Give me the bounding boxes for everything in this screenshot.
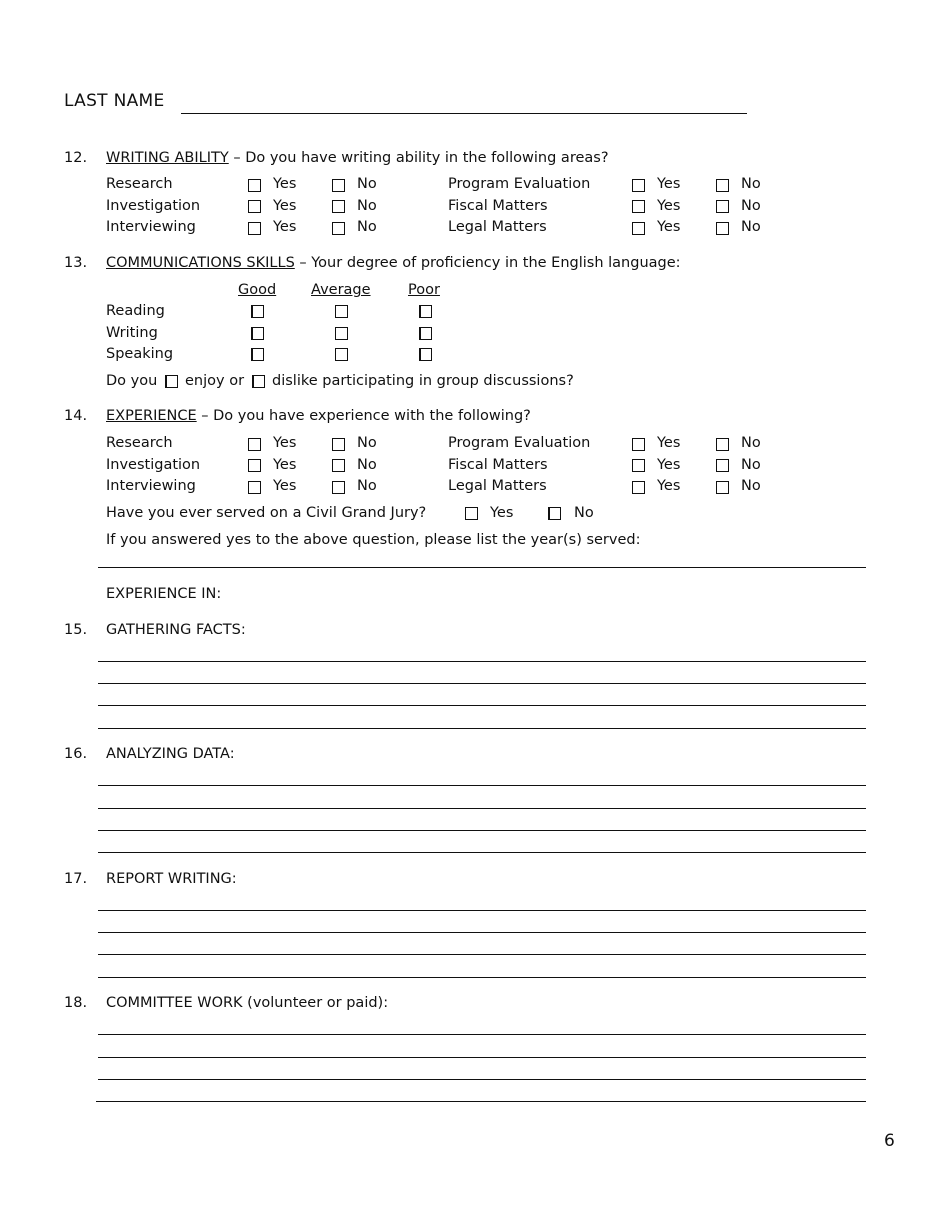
column-average: Average — [311, 282, 371, 298]
dislike-label: dislike participating in group discussions? — [272, 373, 574, 389]
q12-row-label: Investigation — [106, 198, 201, 214]
no-label: No — [357, 478, 377, 494]
answer-line[interactable] — [96, 1101, 866, 1102]
answer-line[interactable] — [98, 954, 866, 955]
q12-yes-checkbox[interactable] — [632, 179, 645, 192]
q13-heading — [106, 255, 681, 271]
answer-line[interactable] — [98, 785, 866, 786]
yes-label: Yes — [657, 198, 681, 214]
q14-no-checkbox[interactable] — [716, 459, 729, 472]
q15-number: 15. — [64, 622, 88, 638]
last-name-label: LAST NAME — [64, 91, 165, 111]
q14-row-label: Investigation — [106, 457, 201, 473]
no-label: No — [574, 505, 594, 521]
answer-line[interactable] — [98, 1079, 866, 1080]
q12-row-label: Legal Matters — [448, 219, 547, 235]
no-label: No — [357, 219, 377, 235]
q13-average-checkbox[interactable] — [335, 305, 348, 318]
q12-yes-checkbox[interactable] — [632, 222, 645, 235]
q14-row-label: Research — [106, 435, 173, 451]
q14-yes-checkbox[interactable] — [248, 459, 261, 472]
yes-label: Yes — [490, 505, 514, 521]
yes-label: Yes — [273, 198, 297, 214]
answer-line[interactable] — [98, 852, 866, 853]
q14-no-checkbox[interactable] — [332, 481, 345, 494]
q12-no-checkbox[interactable] — [332, 222, 345, 235]
last-name-input-line[interactable] — [181, 113, 747, 114]
q14-no-checkbox[interactable] — [332, 438, 345, 451]
q12-no-checkbox[interactable] — [716, 222, 729, 235]
grand-jury-question: Have you ever served on a Civil Grand Jury? — [106, 505, 427, 521]
q16-label: ANALYZING DATA: — [106, 746, 235, 762]
q14-yes-checkbox[interactable] — [248, 481, 261, 494]
q14-row-label: Legal Matters — [448, 478, 547, 494]
q12-heading — [106, 150, 609, 166]
q13-question: – Your degree of proficiency in the English language: — [294, 255, 681, 271]
yes-label: Yes — [657, 435, 681, 451]
q14-title: EXPERIENCE — [106, 408, 197, 424]
q13-good-checkbox[interactable] — [251, 348, 264, 361]
q13-average-checkbox[interactable] — [335, 327, 348, 340]
q12-row-label: Interviewing — [106, 219, 196, 235]
yes-label: Yes — [273, 435, 297, 451]
q12-row-label: Research — [106, 176, 173, 192]
answer-line[interactable] — [98, 830, 866, 831]
yes-label: Yes — [273, 457, 297, 473]
q17-label: REPORT WRITING: — [106, 871, 237, 887]
q12-row-label: Fiscal Matters — [448, 198, 548, 214]
no-label: No — [741, 478, 761, 494]
no-label: No — [741, 435, 761, 451]
q13-row-label: Reading — [106, 303, 165, 319]
q13-number: 13. — [64, 255, 88, 271]
yes-label: Yes — [657, 176, 681, 192]
q14-question: – Do you have experience with the following? — [196, 408, 531, 424]
q14-heading — [106, 408, 531, 424]
page-number: 6 — [884, 1131, 895, 1151]
enjoy-checkbox[interactable] — [165, 375, 178, 388]
q13-row-label: Speaking — [106, 346, 174, 362]
yes-label: Yes — [657, 219, 681, 235]
q12-title: WRITING ABILITY — [106, 150, 229, 166]
q14-no-checkbox[interactable] — [716, 438, 729, 451]
dislike-checkbox[interactable] — [252, 375, 265, 388]
column-good: Good — [238, 282, 277, 298]
q13-good-checkbox[interactable] — [251, 327, 264, 340]
q14-yes-checkbox[interactable] — [632, 459, 645, 472]
answer-line[interactable] — [98, 910, 866, 911]
q14-no-checkbox[interactable] — [716, 481, 729, 494]
q13-poor-checkbox[interactable] — [419, 327, 432, 340]
no-label: No — [357, 457, 377, 473]
column-poor: Poor — [408, 282, 440, 298]
enjoy-label: enjoy or — [185, 373, 245, 389]
q14-no-checkbox[interactable] — [332, 459, 345, 472]
answer-line[interactable] — [98, 932, 866, 933]
answer-line[interactable] — [98, 661, 866, 662]
q12-no-checkbox[interactable] — [716, 179, 729, 192]
answer-line[interactable] — [98, 1057, 866, 1058]
grand-jury-yes-checkbox[interactable] — [465, 507, 478, 520]
q12-number: 12. — [64, 150, 88, 166]
yes-label: Yes — [273, 478, 297, 494]
answer-line[interactable] — [98, 1034, 866, 1035]
yes-label: Yes — [657, 478, 681, 494]
answer-line[interactable] — [98, 808, 866, 809]
q12-no-checkbox[interactable] — [332, 179, 345, 192]
q14-row-label: Interviewing — [106, 478, 196, 494]
q14-row-label: Program Evaluation — [448, 435, 591, 451]
answer-line[interactable] — [98, 683, 866, 684]
q18-number: 18. — [64, 995, 88, 1011]
q13-poor-checkbox[interactable] — [419, 348, 432, 361]
grand-jury-no-checkbox[interactable] — [548, 507, 561, 520]
years-served-prompt: If you answered yes to the above question, please list the year(s) served: — [106, 532, 641, 548]
yes-label: Yes — [273, 219, 297, 235]
q12-yes-checkbox[interactable] — [248, 200, 261, 213]
q13-good-checkbox[interactable] — [251, 305, 264, 318]
q12-question: – Do you have writing ability in the following areas? — [228, 150, 609, 166]
answer-line[interactable] — [98, 977, 866, 978]
q12-yes-checkbox[interactable] — [248, 222, 261, 235]
answer-line[interactable] — [98, 728, 866, 729]
yes-label: Yes — [657, 457, 681, 473]
no-label: No — [741, 219, 761, 235]
q14-number: 14. — [64, 408, 88, 424]
q13-title: COMMUNICATIONS SKILLS — [106, 255, 295, 271]
q14-row-label: Fiscal Matters — [448, 457, 548, 473]
q13-poor-checkbox[interactable] — [419, 305, 432, 318]
no-label: No — [357, 198, 377, 214]
no-label: No — [741, 457, 761, 473]
q13-average-checkbox[interactable] — [335, 348, 348, 361]
q14-yes-checkbox[interactable] — [248, 438, 261, 451]
no-label: No — [741, 198, 761, 214]
q17-number: 17. — [64, 871, 88, 887]
q16-number: 16. — [64, 746, 88, 762]
q12-yes-checkbox[interactable] — [248, 179, 261, 192]
q12-no-checkbox[interactable] — [716, 200, 729, 213]
q18-label: COMMITTEE WORK (volunteer or paid): — [106, 995, 389, 1011]
q15-label: GATHERING FACTS: — [106, 622, 246, 638]
q14-yes-checkbox[interactable] — [632, 438, 645, 451]
q12-row-label: Program Evaluation — [448, 176, 591, 192]
no-label: No — [357, 176, 377, 192]
no-label: No — [741, 176, 761, 192]
q13-row-label: Writing — [106, 325, 158, 341]
q12-yes-checkbox[interactable] — [632, 200, 645, 213]
answer-line[interactable] — [98, 705, 866, 706]
discussion-prefix: Do you — [106, 373, 158, 389]
years-served-input-line[interactable] — [98, 567, 866, 568]
yes-label: Yes — [273, 176, 297, 192]
experience-in-label: EXPERIENCE IN: — [106, 586, 222, 602]
no-label: No — [357, 435, 377, 451]
q12-no-checkbox[interactable] — [332, 200, 345, 213]
q14-yes-checkbox[interactable] — [632, 481, 645, 494]
